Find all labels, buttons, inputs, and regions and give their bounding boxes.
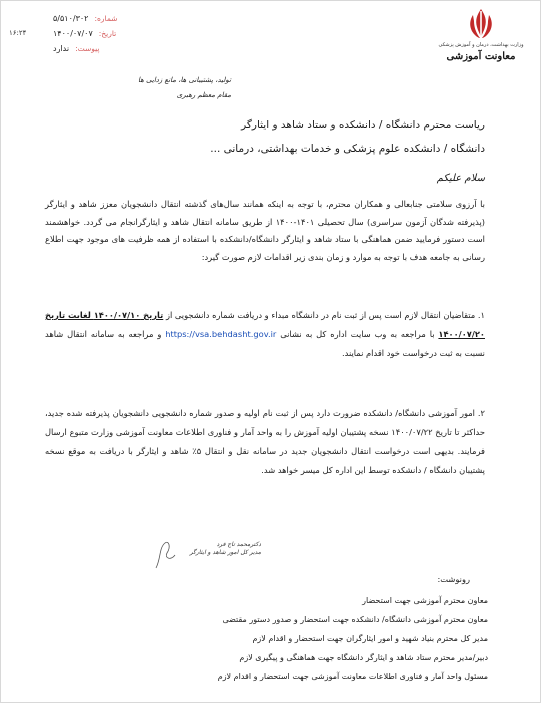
cc-list bbox=[8, 591, 488, 686]
recipient-line-1: ریاست محترم دانشگاه / دانشکده و ستاد شاهد و ایثارگر bbox=[241, 119, 485, 131]
motto-line: تولید، پشتیبانی ها، مانع زدایی ها bbox=[137, 76, 231, 84]
website-link[interactable]: https://vsa.behdasht.gov.ir bbox=[165, 329, 277, 339]
cc-item: دبیر/مدیر محترم ستاد شاهد و ایثارگر دانشگاه جهت هماهنگی و پیگیری لازم bbox=[239, 653, 488, 662]
cc-item: مدیر کل محترم بنیاد شهید و امور ایثارگران جهت استحضار و اقدام لازم bbox=[252, 634, 488, 643]
signature-block bbox=[151, 541, 261, 557]
item1-part-a: ۱. متقاضیان انتقال لازم است پس از ثبت نام در دانشگاه مبداء و دریافت شماره دانشجویی از bbox=[165, 310, 485, 320]
item1-date-range: تاریخ ۱۴۰۰/۰۷/۱۰ لغایت تاریخ ۱۴۰۰/۰۷/۲۰ bbox=[45, 310, 485, 339]
deputy-name: معاونت آموزشی bbox=[446, 51, 516, 62]
date-row bbox=[53, 26, 203, 41]
salutation: سلام علیکم bbox=[436, 173, 485, 184]
item1-part-c: و مراجعه به سامانه انتقال شاهد نسبت به ثبت درخواست خود اقدام نمایند. bbox=[45, 329, 485, 358]
cc-item: معاون محترم آموزشی دانشگاه/ دانشکده جهت استحضار و صدور دستور مقتضی bbox=[222, 615, 488, 624]
cc-item: مسئول واحد آمار و فناوری اطلاعات معاونت آموزشی جهت استحضار و اقدام لازم bbox=[217, 672, 488, 681]
number-label: شماره: bbox=[94, 14, 118, 23]
signatory-title: مدیر کل امور شاهد و ایثارگر bbox=[189, 549, 261, 556]
date-label: تاریخ: bbox=[98, 29, 117, 38]
intro-paragraph: با آرزوی سلامتی جنابعالی و همکاران محترم، با توجه به اینکه همانند سال‌های گذشته انتقال دانشجویان معزز شاهد و ایثارگر (پذیرفته شدگان آزمون سراسری) سال تحصیلی ۱۴۰۱-۱۴۰۰ از طریق سامانه انتقال شاهد و ایثارگرانجام می گردد. خواهشمند است دستور فرمایید ضمن هماهنگی با ستاد شاهد و ایثارگر دانشگاه/دانشکده با استفاده از همه ظرفیت های موجود جهت اطلاع رسانی به جامعه هدف با توجه به موارد و زمان بندی زیر اقدامات لازم صورت گیرد: bbox=[45, 199, 485, 262]
list-item-1 bbox=[45, 306, 485, 363]
motto-source: مقام معظم رهبری bbox=[176, 91, 231, 99]
cc-item: معاون محترم آموزشی جهت استحضار bbox=[362, 596, 488, 605]
motto bbox=[41, 73, 231, 103]
letter-meta bbox=[53, 11, 203, 56]
item1-part-b: با مراجعه به وب سایت اداره کل به نشانی bbox=[280, 329, 435, 339]
list-item-2: ۲. امور آموزشی دانشگاه/ دانشکده ضرورت دارد پس از ثبت نام اولیه و صدور شماره دانشجویی دانشجویان پذیرفته شده جدید، حداکثر تا تاریخ ۱۴۰۰/۰۷/۲۲ نسخه پشتیبان اولیه آموزش را به واحد آمار و فناوری اطلاعات معاونت آموزشی وزارت متبوع ارسال فرمایند. بدیهی است درخواست انتقال دانشجویان جدید در سامانه نقل و انتقال ۵٪ شاهد و ایثارگر با دریافت به موقع نسخه پشتیبان دانشگاه / دانشکده توسط این اداره کل میسر خواهد شد. bbox=[45, 408, 485, 475]
date-value: ۱۴۰۰/۰۷/۰۷ bbox=[53, 29, 93, 38]
signatory-name: دکترمحمد تاج فرد bbox=[216, 541, 261, 548]
recipient bbox=[45, 113, 485, 161]
attachment-row bbox=[53, 41, 203, 56]
number-value: ۵/۵۱۰/۳۰۲ bbox=[53, 14, 89, 23]
cc-title: رونوشت: bbox=[437, 574, 470, 584]
iran-emblem-icon bbox=[466, 7, 496, 41]
attachment-value: ندارد bbox=[53, 44, 70, 53]
attachment-label: پیوست: bbox=[75, 44, 100, 53]
number-row bbox=[53, 11, 203, 26]
ministry-name: وزارت بهداشت، درمان و آموزش پزشکی bbox=[438, 42, 524, 48]
recipient-line-2: دانشگاه / دانشکده علوم پزشکی و خدمات بهداشتی، درمانی ... bbox=[210, 143, 485, 155]
letterhead bbox=[431, 7, 531, 87]
side-number: ۱۶:۲۴ bbox=[9, 29, 27, 37]
